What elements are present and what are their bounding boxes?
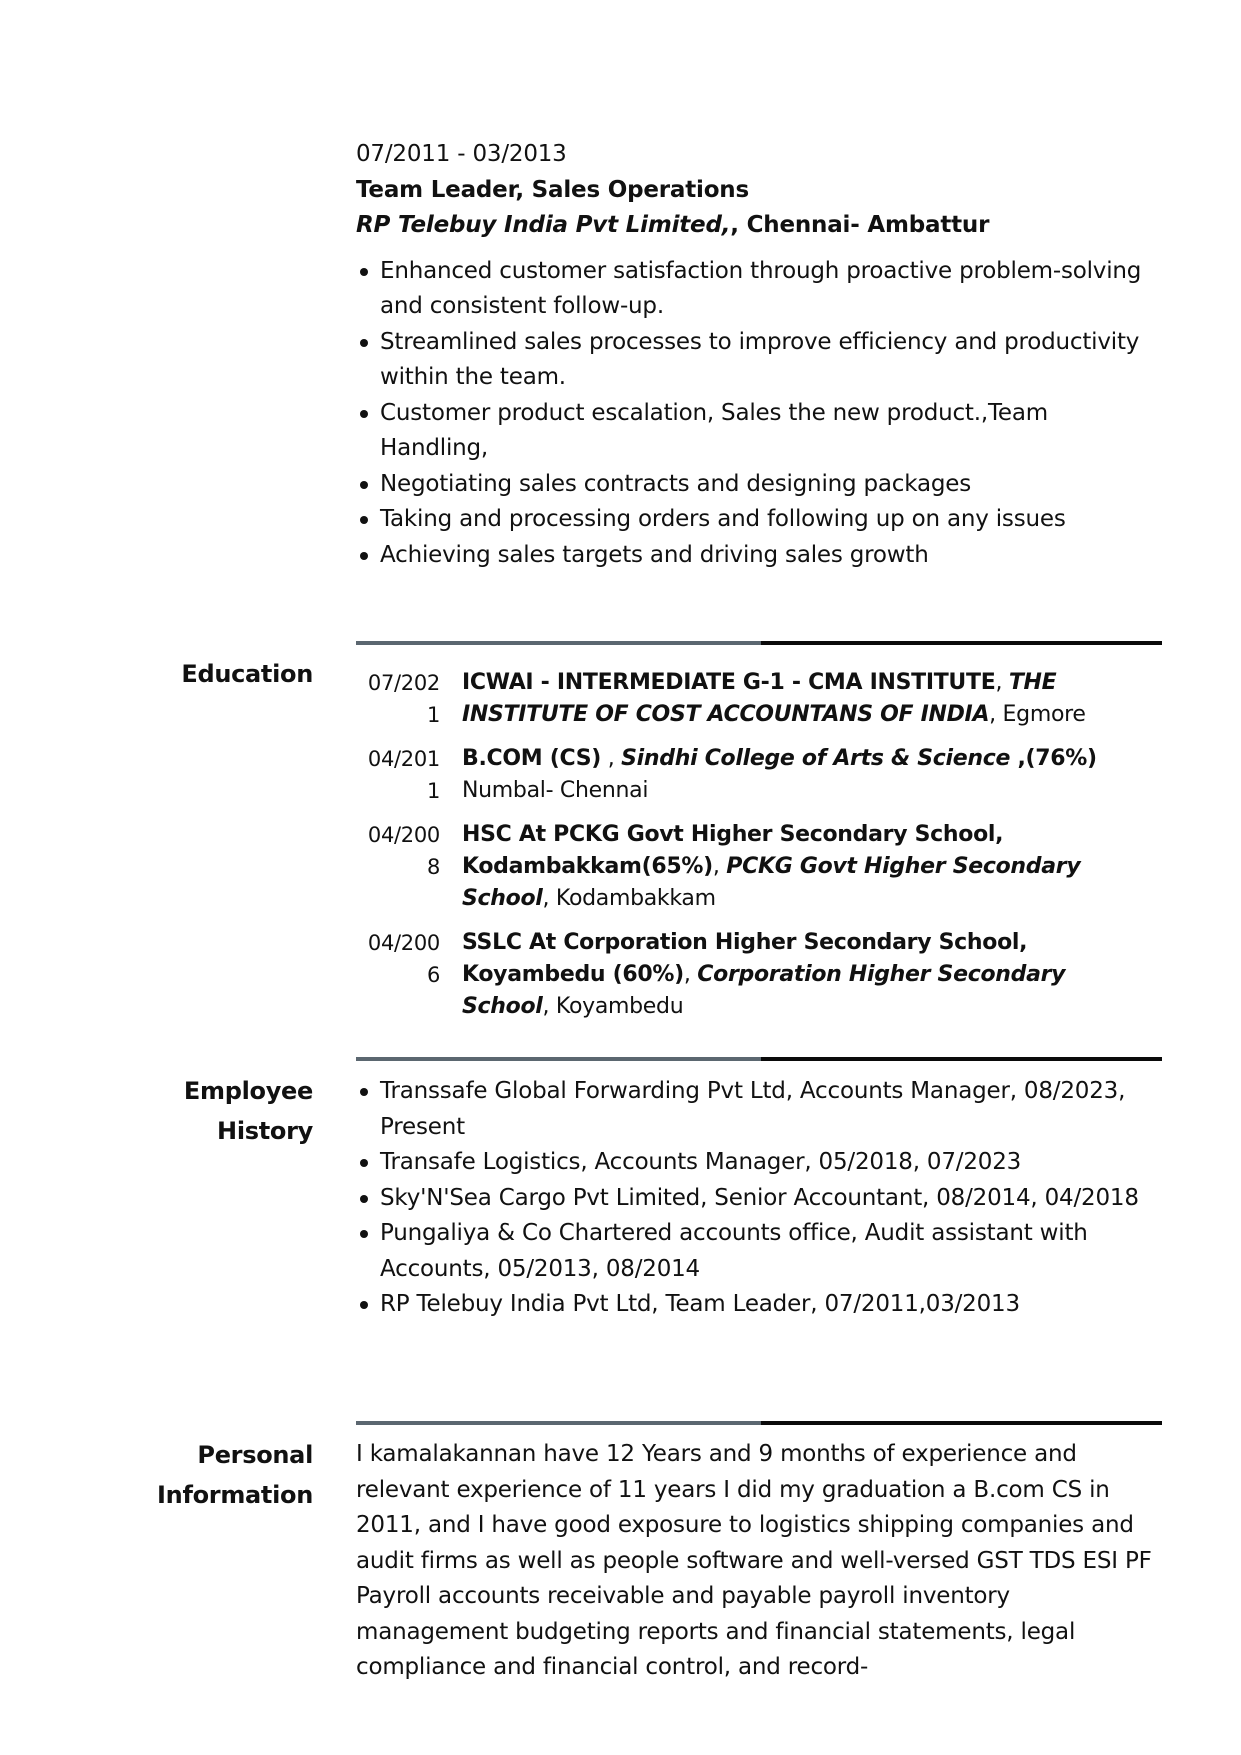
divider-accent xyxy=(356,1421,761,1425)
list-item: Pungaliya & Co Chartered accounts office, Audit assistant with Accounts, 05/2013, 08/2014 xyxy=(356,1216,1166,1287)
education-degree: B.COM (CS) xyxy=(462,746,602,771)
education-location: , Kodambakkam xyxy=(542,886,716,911)
list-item: Streamlined sales processes to improve efficiency and productivity within the team. xyxy=(356,325,1146,396)
experience-bullets xyxy=(356,254,1146,574)
education-date: 04/2008 xyxy=(367,823,440,879)
bullet-icon xyxy=(360,1195,368,1203)
experience-company: RP Telebuy India Pvt Limited, xyxy=(356,212,731,238)
divider-accent xyxy=(356,1057,761,1061)
bullet-icon xyxy=(360,1088,368,1096)
education-institution: THE INSTITUTE OF COST ACCOUNTANS OF INDIA xyxy=(462,670,1057,727)
list-item: Taking and processing orders and following up on any issues xyxy=(356,502,1146,538)
education-entry: 07/2021 ICWAI - INTERMEDIATE G-1 - CMA INSTITUTE, THE INSTITUTE OF COST ACCOUNTANS OF INDIA, Egmore xyxy=(356,667,1166,731)
education-degree: HSC At PCKG Govt Higher Secondary School, Kodambakkam(65%) xyxy=(462,822,1004,879)
list-item: Transsafe Global Forwarding Pvt Ltd, Accounts Manager, 08/2023, Present xyxy=(356,1074,1166,1145)
education-score: ,(76%) xyxy=(1010,746,1097,771)
education-entry: 04/2008 HSC At PCKG Govt Higher Secondary School, Kodambakkam(65%), PCKG Govt Higher Secondary School, Kodambakkam xyxy=(356,819,1166,915)
list-item: RP Telebuy India Pvt Ltd, Team Leader, 07/2011,03/2013 xyxy=(356,1287,1166,1323)
section-divider xyxy=(356,1421,1162,1425)
bullet-icon xyxy=(360,410,368,418)
personal-summary: I kamalakannan have 12 Years and 9 months of experience and relevant experience of 11 years I did my graduation a B.com CS in 2011, and I have good exposure to logistics shipping companies and audit firms as well as people software and well-versed GST TDS ESI PF Payroll accounts receivable and payable payroll inventory management budgeting reports and financial statements, legal compliance and financial control, and record- xyxy=(356,1441,1152,1680)
education-entry: 04/2006 SSLC At Corporation Higher Secondary School, Koyambedu (60%), Corporation Higher Secondary School, Koyambedu xyxy=(356,927,1166,1023)
bullet-icon xyxy=(360,268,368,276)
bullet-icon xyxy=(360,1301,368,1309)
list-item: Enhanced customer satisfaction through proactive problem-solving and consistent follow-up. xyxy=(356,254,1146,325)
bullet-icon xyxy=(360,1159,368,1167)
section-heading-personal: Personal Information xyxy=(157,1441,313,1509)
education-entry: 04/2011 B.COM (CS) , Sindhi College of Arts & Science ,(76%) Numbal- Chennai xyxy=(356,743,1166,807)
bullet-icon xyxy=(360,552,368,560)
education-institution: Sindhi College of Arts & Science xyxy=(621,746,1011,771)
education-location: , Koyambedu xyxy=(542,994,684,1019)
education-location: , Egmore xyxy=(989,702,1086,727)
experience-company-line xyxy=(356,208,1166,244)
education-degree: ICWAI - INTERMEDIATE G-1 - CMA INSTITUTE xyxy=(462,670,996,695)
education-degree: SSLC At Corporation Higher Secondary School, Koyambedu (60%) xyxy=(462,930,1028,987)
education-location: Numbal- Chennai xyxy=(462,778,649,803)
experience-dates: 07/2011 - 03/2013 xyxy=(356,141,567,167)
education-institution: Corporation Higher Secondary School xyxy=(462,962,1066,1019)
list-item: Achieving sales targets and driving sales growth xyxy=(356,538,1146,574)
divider-accent xyxy=(356,641,761,645)
bullet-icon xyxy=(360,481,368,489)
section-divider xyxy=(356,641,1162,645)
divider-line xyxy=(761,1057,1162,1061)
divider-line xyxy=(761,641,1162,645)
list-item: Sky'N'Sea Cargo Pvt Limited, Senior Accountant, 08/2014, 04/2018 xyxy=(356,1181,1166,1217)
experience-title: Team Leader, Sales Operations xyxy=(356,176,749,203)
section-divider xyxy=(356,1057,1162,1061)
education-date: 04/2011 xyxy=(367,747,440,803)
list-item: Customer product escalation, Sales the new product.,Team Handling, xyxy=(356,396,1146,467)
bullet-icon xyxy=(360,339,368,347)
experience-location: , Chennai- Ambattur xyxy=(730,212,990,238)
experience-entry xyxy=(356,137,1166,573)
list-item: Transafe Logistics, Accounts Manager, 05/2018, 07/2023 xyxy=(356,1145,1166,1181)
bullet-icon xyxy=(360,516,368,524)
divider-line xyxy=(761,1421,1162,1425)
section-heading-employment: Employee History xyxy=(183,1077,313,1145)
education-institution: PCKG Govt Higher Secondary School xyxy=(462,854,1081,911)
employment-list xyxy=(356,1074,1166,1323)
education-list xyxy=(356,667,1166,1035)
bullet-icon xyxy=(360,1230,368,1238)
education-date: 04/2006 xyxy=(367,931,440,987)
education-date: 07/2021 xyxy=(367,671,440,727)
section-heading-education: Education xyxy=(181,660,313,688)
list-item: Negotiating sales contracts and designing packages xyxy=(356,467,1146,503)
